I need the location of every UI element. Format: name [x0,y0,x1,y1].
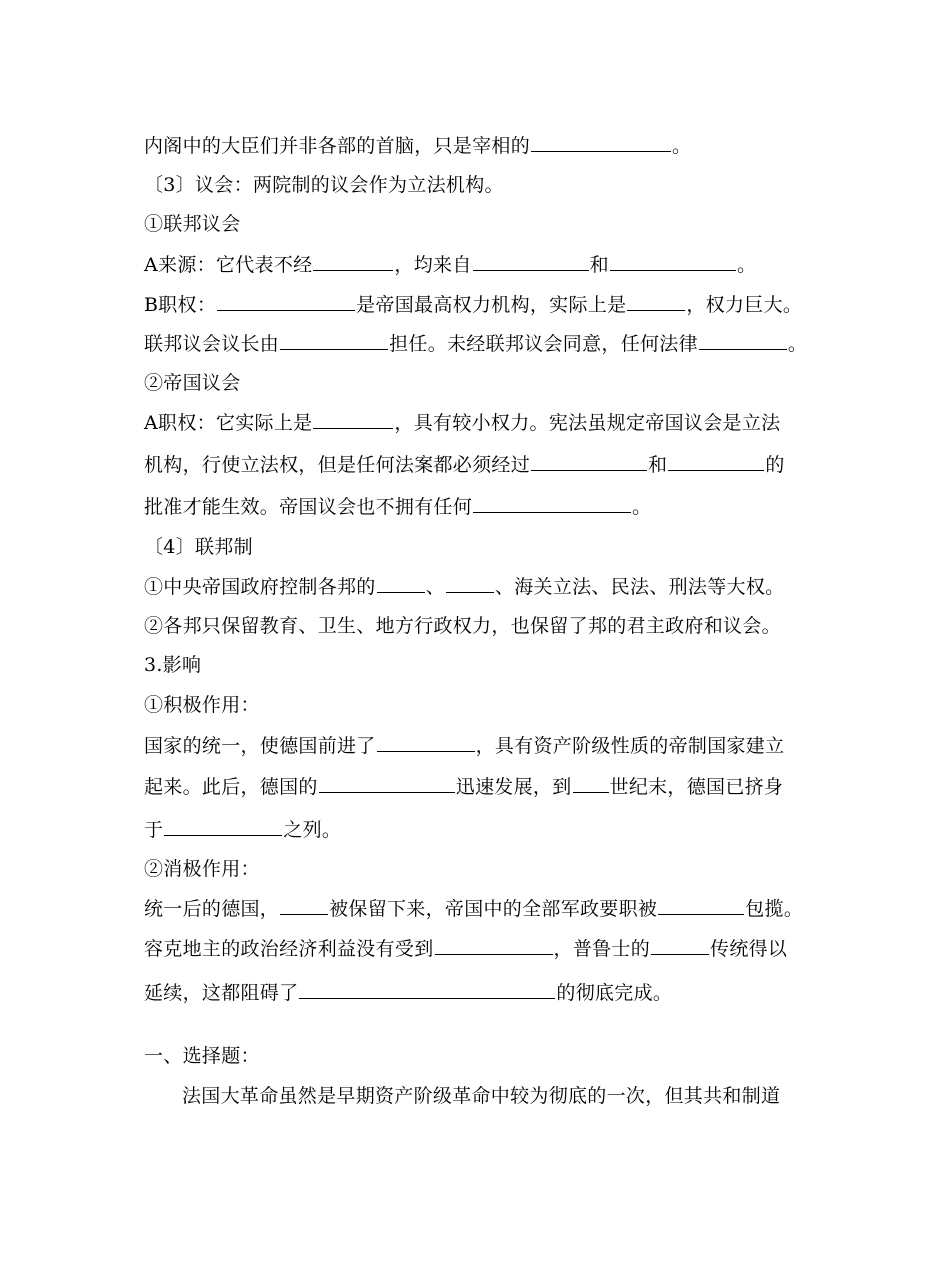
fill-blank[interactable] [299,980,555,999]
fill-blank[interactable] [280,896,328,915]
text-line-after-unification: 统一后的德国， 被保留下来，帝国中的全部军政要职被 包揽。 [144,898,804,920]
fill-blank[interactable] [473,494,631,513]
text-line-development: 起来。此后，德国的 迅速发展，到 世纪末，德国已挤身 [144,776,784,798]
text-line-diet-powers: A职权：它实际上是 ，具有较小权力。宪法虽规定帝国议会是立法 [144,412,781,434]
text-line-states-retain: ②各邦只保留教育、卫生、地方行政权力，也保留了邦的君主政府和议会。 [144,615,781,637]
text-line-diet-legislation: 机构，行使立法权，但是任何法案都必须经过 和 的 [144,454,785,476]
fill-blank[interactable] [217,292,355,311]
text-line-central-control: ①中央帝国政府控制各邦的 、 、海关立法、民法、刑法等大权。 [144,576,785,598]
fill-blank[interactable] [377,574,425,593]
fill-blank[interactable] [531,452,647,471]
fill-blank[interactable] [658,896,744,915]
fill-blank[interactable] [377,733,475,752]
fill-blank[interactable] [313,410,393,429]
fill-blank[interactable] [435,936,553,955]
text-line-diet-approval: 批准才能生效。帝国议会也不拥有任何 。 [144,496,652,518]
fill-blank[interactable] [313,252,393,271]
subheading-positive: ①积极作用： [144,694,260,716]
fill-blank[interactable] [164,817,282,836]
text-line-1: 内阁中的大臣们并非各部的首脑，只是宰相的 。 [144,135,692,157]
text-line-ranks: 于 之列。 [144,819,342,841]
fill-blank[interactable] [446,574,494,593]
fill-blank[interactable] [651,936,709,955]
fill-blank[interactable] [473,252,589,271]
section-heading-3: 〔3〕议会：两院制的议会作为立法机构。 [144,174,504,196]
text-line-hindered: 延续，这都阻碍了 的彻底完成。 [144,982,673,1004]
text-line-speaker: 联邦议会议长由 担任。未经联邦议会同意，任何法律 。 [144,333,808,355]
fill-blank[interactable] [531,133,671,152]
subheading-federal-council: ①联邦议会 [144,213,241,235]
fill-blank[interactable] [668,452,764,471]
fill-blank[interactable] [573,774,609,793]
fill-blank[interactable] [280,331,388,350]
text-line-junker: 容克地主的政治经济利益没有受到 ，普鲁士的 传统得以 [144,938,788,960]
question-text: 法国大革命虽然是早期资产阶级革命中较为彻底的一次，但其共和制道 [182,1085,781,1107]
fill-blank[interactable] [699,331,787,350]
fill-blank[interactable] [610,252,736,271]
fill-blank[interactable] [319,774,455,793]
subheading-negative: ②消极作用： [144,858,260,880]
fill-blank[interactable] [627,292,685,311]
subheading-imperial-diet: ②帝国议会 [144,372,241,394]
section-heading-multiple-choice: 一、选择题： [144,1045,260,1067]
text-line-powers: B职权： 是帝国最高权力机构，实际上是 ，权力巨大。 [144,294,803,316]
text-line-source: A来源：它代表不经 ，均来自 和 。 [144,254,757,276]
section-heading-impact: 3.影响 [144,654,202,676]
text-line-unification: 国家的统一，使德国前进了 ，具有资产阶级性质的帝制国家建立 [144,735,785,757]
section-heading-4: 〔4〕联邦制 [144,536,253,558]
